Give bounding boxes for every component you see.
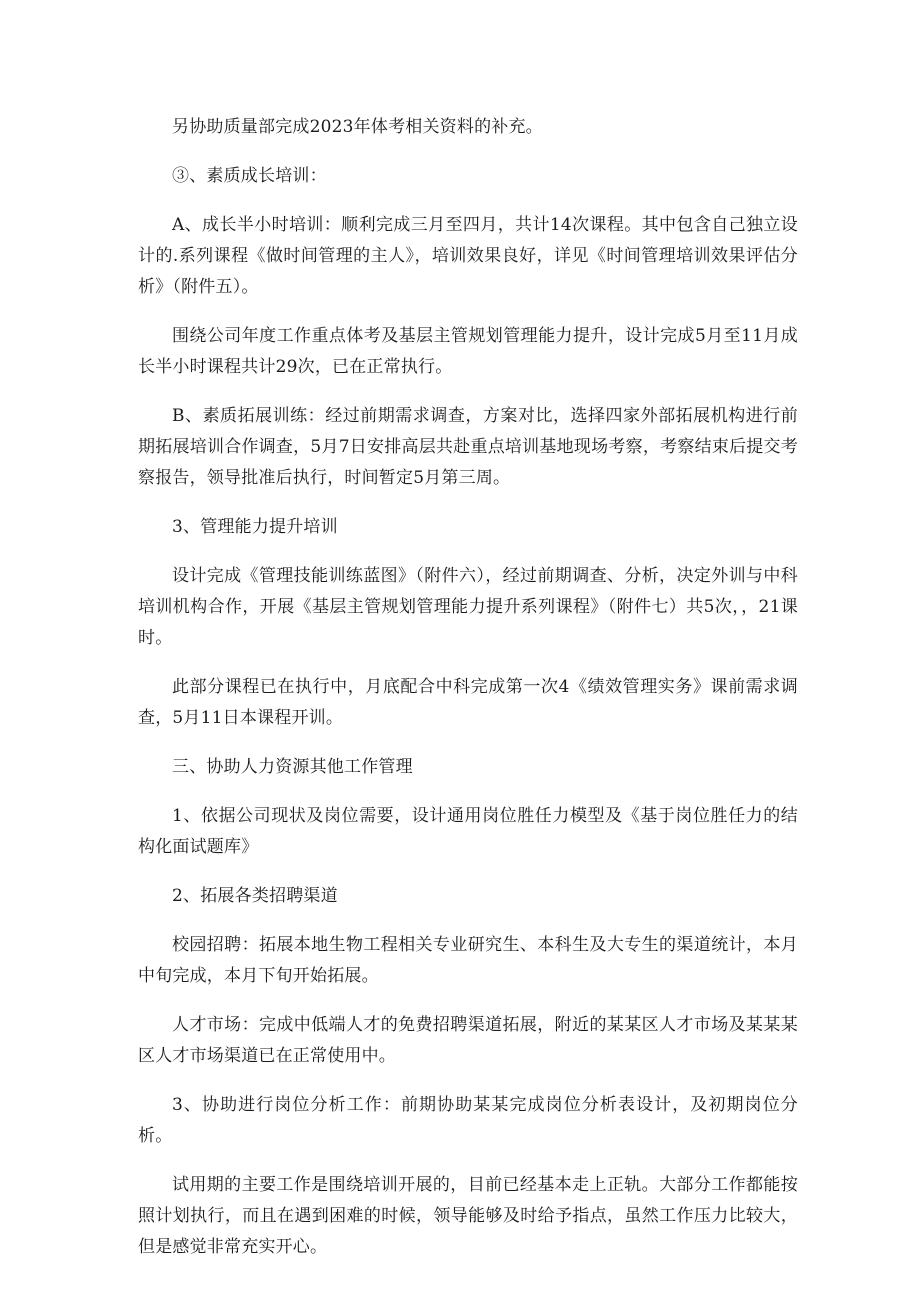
paragraph-3: A、成长半小时培训：顺利完成三月至四月，共计14次课程。其中包含自己独立设计的.系列课程《做时间管理的主人》，培训效果良好，详见《时间管理培训效果评估分析》（附件五）。 xyxy=(138,215,798,297)
document-body xyxy=(138,112,798,1281)
paragraph-10: 1、依据公司现状及岗位需要，设计通用岗位胜任力模型及《基于岗位胜任力的结构化面试题库》 xyxy=(138,806,798,857)
paragraph-14: 3、协助进行岗位分析工作：前期协助某某完成岗位分析表设计，及初期岗位分析。 xyxy=(138,1095,798,1146)
paragraph-13: 人才市场：完成中低端人才的免费招聘渠道拓展，附近的某某区人才市场及某某某区人才市场渠道已在正常使用中。 xyxy=(138,1015,798,1066)
paragraph-11: 2、拓展各类招聘渠道 xyxy=(172,886,338,906)
paragraph-5: B、素质拓展训练：经过前期需求调查，方案对比，选择四家外部拓展机构进行前期拓展培训合作调查，5月7日安排高层共赴重点培训基地现场考察，考察结束后提交考察报告，领导批准后执行，时间暂定5月第三周。 xyxy=(138,406,798,488)
paragraph-12: 校园招聘：拓展本地生物工程相关专业研究生、本科生及大专生的渠道统计，本月中旬完成，本月下旬开始拓展。 xyxy=(138,935,798,986)
paragraph-7: 设计完成《管理技能训练蓝图》（附件六），经过前期调查、分析，决定外训与中科培训机构合作，开展《基层主管规划管理能力提升系列课程》（附件七）共5次，，21课时。 xyxy=(138,566,798,648)
paragraph-6: 3、管理能力提升培训 xyxy=(172,517,338,537)
paragraph-4: 围绕公司年度工作重点体考及基层主管规划管理能力提升，设计完成5月至11月成长半小时课程共计29次，已在正常执行。 xyxy=(138,326,798,377)
paragraph-9: 三、协助人力资源其他工作管理 xyxy=(172,757,413,777)
paragraph-1: 另协助质量部完成2023年体考相关资料的补充。 xyxy=(172,117,543,137)
paragraph-8: 此部分课程已在执行中，月底配合中科完成第一次4《绩效管理实务》课前需求调查，5月11日本课程开训。 xyxy=(138,677,798,728)
paragraph-15: 试用期的主要工作是围绕培训开展的，目前已经基本走上正轨。大部分工作都能按照计划执行，而且在遇到困难的时候，领导能够及时给予指点，虽然工作压力比较大，但是感觉非常充实开心。 xyxy=(138,1175,798,1257)
paragraph-2: ③、素质成长培训： xyxy=(172,166,327,186)
